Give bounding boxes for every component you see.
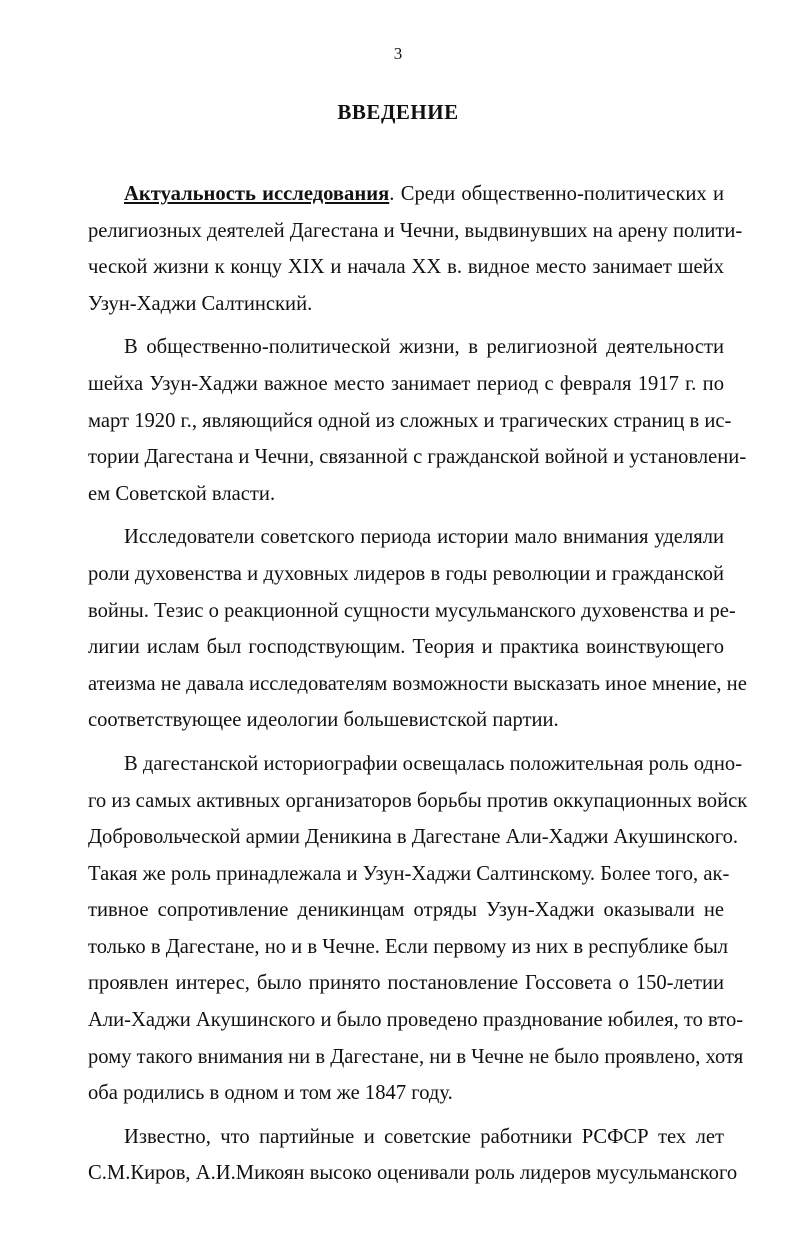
text-line: март 1920 г., являющийся одной из сложных и трагических страниц в ис- bbox=[88, 409, 732, 432]
text-line: рому такого внимания ни в Дагестане, ни в Чечне не было проявлено, хотя bbox=[88, 1045, 744, 1068]
text-line: тории Дагестана и Чечни, связанной с гражданской войной и установлени- bbox=[88, 446, 747, 469]
text-line: шейха Узун-Хаджи важное место занимает период с февраля 1917 г. по bbox=[88, 372, 724, 395]
text-line: Али-Хаджи Акушинского и было проведено празднование юбилея, то вто- bbox=[88, 1009, 744, 1032]
text-line: проявлен интерес, было принято постановление Госсовета о 150-летии bbox=[88, 972, 724, 995]
text-line: го из самых активных организаторов борьбы против оккупационных войск bbox=[88, 789, 748, 812]
text-line: оба родились в одном и том же 1847 году. bbox=[88, 1082, 453, 1105]
text-line: ем Советской власти. bbox=[88, 482, 276, 505]
text-line: лигии ислам был господствующим. Теория и практика воинствующего bbox=[88, 636, 724, 659]
text-line: В общественно-политической жизни, в религиозной деятельности bbox=[124, 336, 724, 359]
page-title: ВВЕДЕНИЕ bbox=[337, 100, 459, 124]
paragraph bbox=[88, 176, 743, 322]
text-line: атеизма не давала исследователям возможности высказать иное мнение, не bbox=[88, 672, 747, 695]
paragraph bbox=[88, 329, 747, 512]
text-line: Известно, что партийные и советские работники РСФСР тех лет bbox=[124, 1125, 724, 1148]
paragraph bbox=[88, 746, 748, 1112]
section-lead-heading: Актуальность исследования bbox=[124, 183, 390, 205]
text-line: войны. Тезис о реакционной сущности мусульманского духовенства и ре- bbox=[88, 599, 736, 622]
body-text bbox=[88, 176, 748, 1192]
text-line: Исследователи советского периода истории мало внимания уделяли bbox=[124, 526, 724, 549]
text-line: тивное сопротивление деникинцам отряды Узун-Хаджи оказывали не bbox=[88, 899, 724, 922]
text-line: только в Дагестане, но и в Чечне. Если первому из них в республике был bbox=[88, 935, 729, 958]
text-line bbox=[88, 176, 724, 213]
paragraph bbox=[88, 519, 747, 739]
text-line: В дагестанской историографии освещалась положительная роль одно- bbox=[124, 752, 743, 775]
text-line: соответствующее идеологии большевистской партии. bbox=[88, 709, 559, 732]
text-line: Узун-Хаджи Салтинский. bbox=[88, 292, 313, 315]
text-line: С.М.Киров, А.И.Микоян высоко оценивали роль лидеров мусульманского bbox=[88, 1162, 738, 1185]
text-line: религиозных деятелей Дагестана и Чечни, выдвинувших на арену полити- bbox=[88, 219, 743, 242]
text-fragment: . Среди общественно-политических и bbox=[389, 183, 724, 205]
text-line: Такая же роль принадлежала и Узун-Хаджи Салтинскому. Более того, ак- bbox=[88, 862, 730, 885]
page-number: 3 bbox=[393, 44, 403, 63]
text-line: Добровольческой армии Деникина в Дагестане Али-Хаджи Акушинского. bbox=[88, 826, 739, 849]
paragraph bbox=[88, 1119, 738, 1192]
text-line: роли духовенства и духовных лидеров в годы революции и гражданской bbox=[88, 562, 724, 585]
text-line: ческой жизни к концу XIX и начала XX в. видное место занимает шейх bbox=[88, 256, 724, 279]
